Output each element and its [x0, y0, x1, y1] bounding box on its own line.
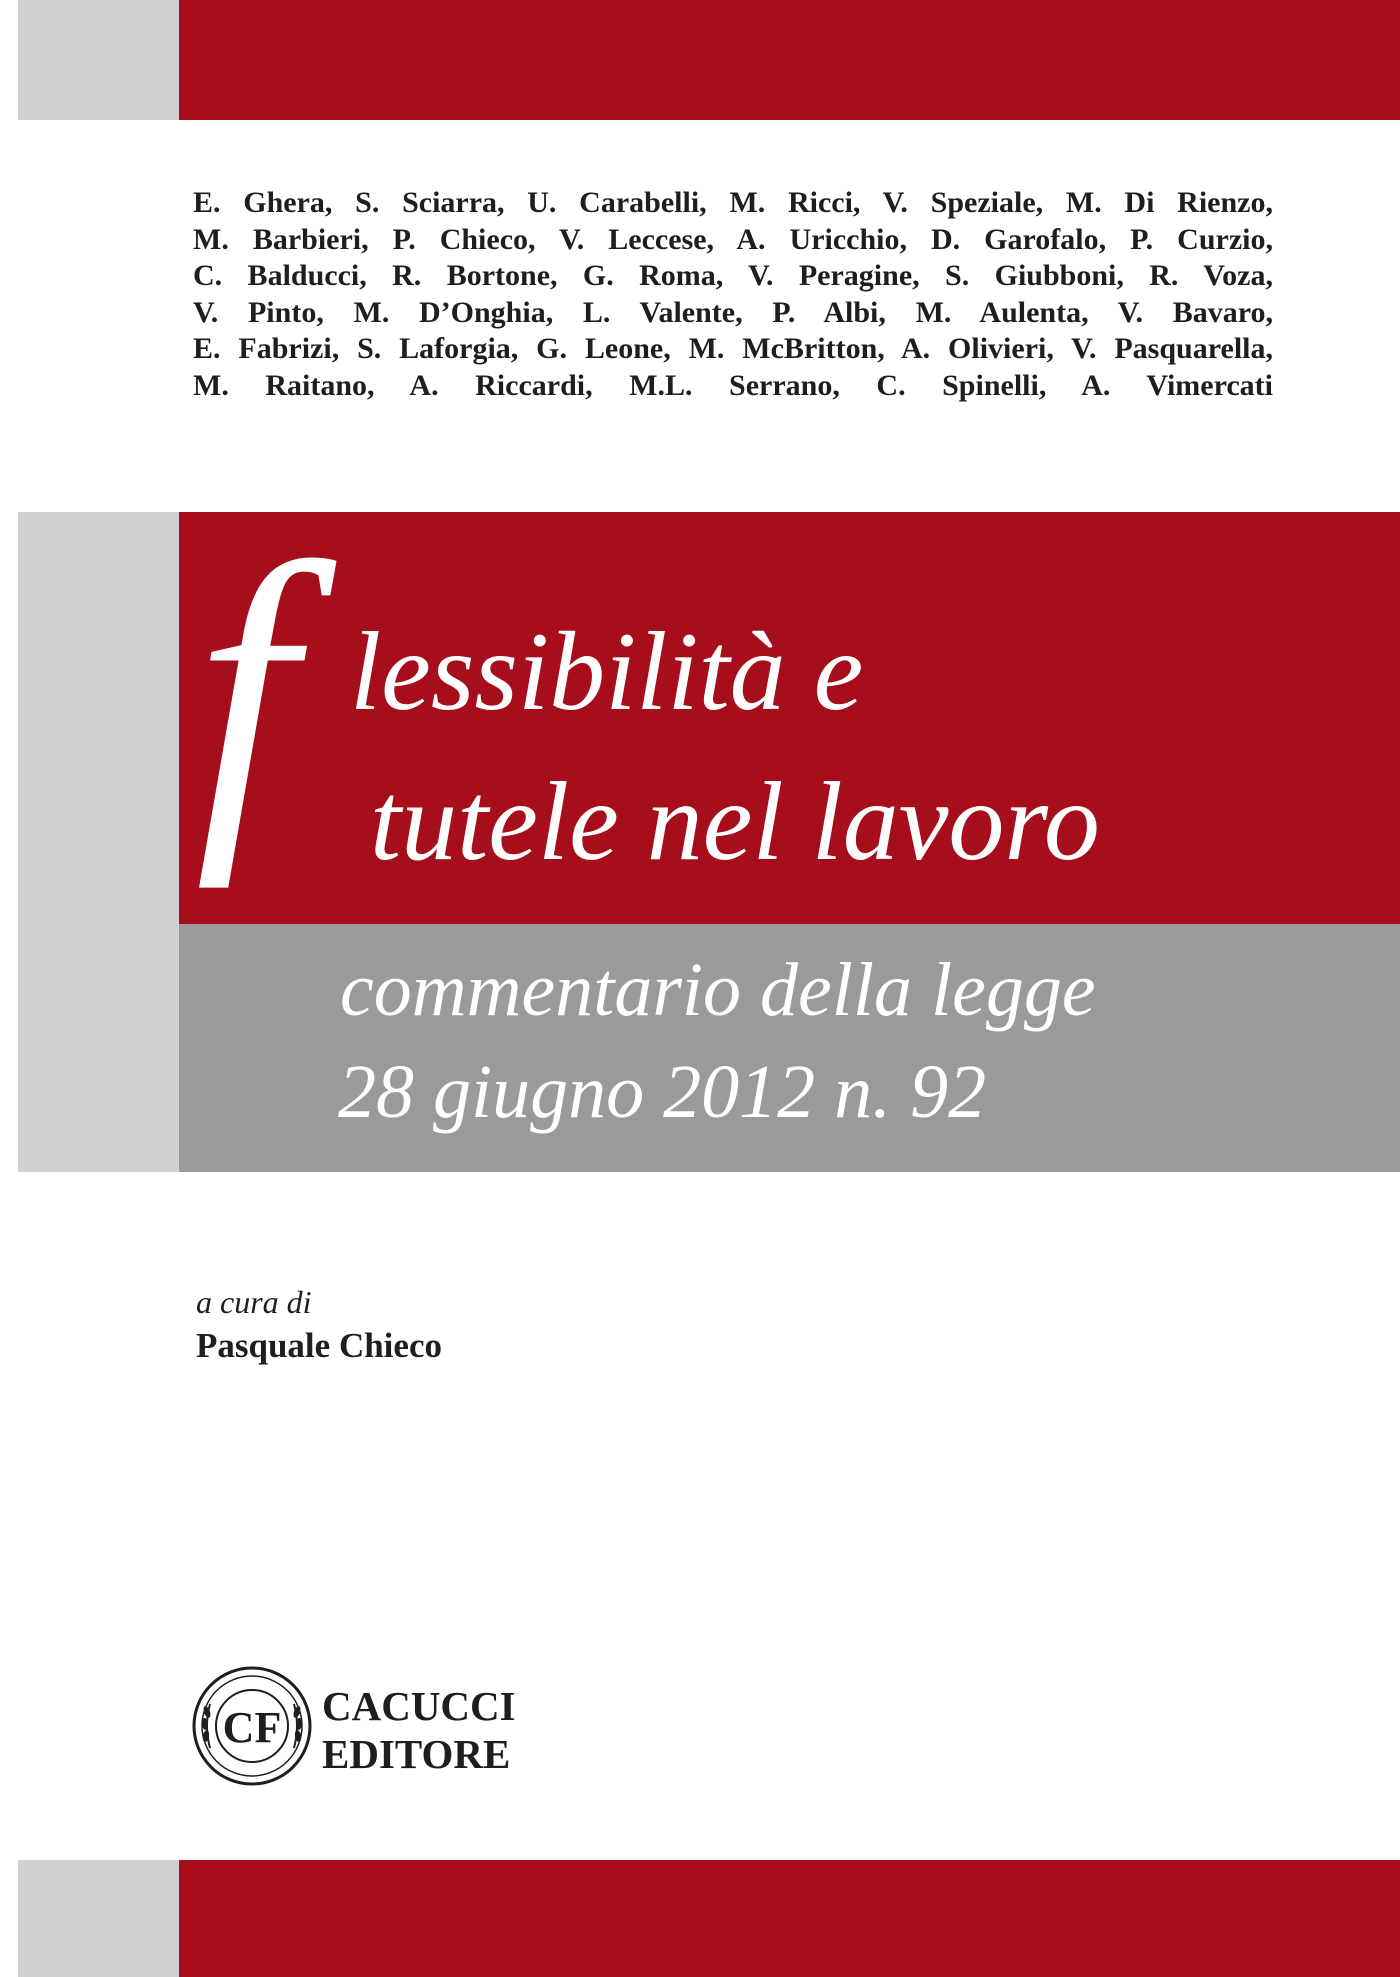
author-line: C. Balducci, R. Bortone, G. Roma, V. Peragine, S. Giubboni, R. Voza, [193, 259, 1273, 292]
editor-name: Pasquale Chieco [196, 1326, 442, 1365]
editor-label: a cura di [196, 1284, 312, 1320]
author-line: E. Ghera, S. Sciarra, U. Carabelli, M. Ricci, V. Speziale, M. Di Rienzo, [193, 186, 1273, 219]
bottom-gray-band [18, 1860, 179, 1977]
title-line-1: lessibilità e [350, 610, 864, 734]
publisher-logo-icon [190, 1664, 314, 1788]
author-list [193, 185, 1273, 404]
title-gray-side-band [18, 512, 179, 1172]
title-initial: f [195, 490, 296, 889]
author-line: M. Raitano, A. Riccardi, M.L. Serrano, C. Spinelli, A. Vimercati [193, 368, 1273, 402]
author-line: V. Pinto, M. D’Onghia, L. Valente, P. Albi, M. Aulenta, V. Bavaro, [193, 295, 1273, 329]
author-line: E. Fabrizi, S. Laforgia, G. Leone, M. McBritton, A. Olivieri, V. Pasquarella, [193, 332, 1273, 365]
publisher-name-line-2: EDITORE [322, 1731, 511, 1777]
top-gray-band [18, 0, 179, 120]
subtitle-line-2: 28 giugno 2012 n. 92 [338, 1050, 987, 1134]
title-line-2: tutele nel lavoro [370, 760, 1100, 884]
subtitle-line-1: commentario della legge [340, 948, 1096, 1032]
author-line: M. Barbieri, P. Chieco, V. Leccese, A. Uricchio, D. Garofalo, P. Curzio, [193, 222, 1273, 256]
logo-monogram: CF [222, 1703, 282, 1752]
bottom-red-band [179, 1860, 1400, 1977]
top-red-band [179, 0, 1400, 120]
publisher-name [322, 1682, 516, 1778]
publisher-name-line-1: CACUCCI [322, 1683, 516, 1729]
